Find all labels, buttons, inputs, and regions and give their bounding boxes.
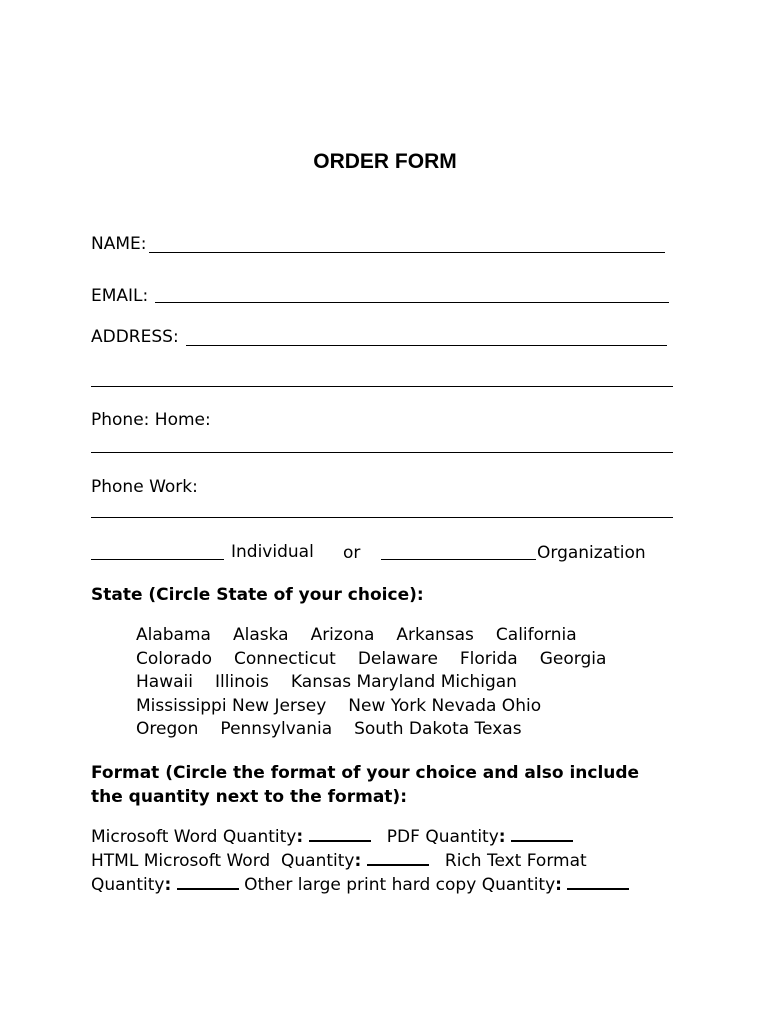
quantity-label: Quantity [281,850,355,871]
state-option[interactable]: Delaware [357,648,438,669]
organization-blank[interactable] [381,559,536,560]
state-option[interactable]: Arizona [310,625,375,645]
state-row [136,671,628,695]
quantity-label: Quantity [91,874,165,895]
state-option[interactable]: California [495,625,577,645]
address-field[interactable] [186,345,667,346]
email-field[interactable] [155,302,669,303]
state-row [136,648,628,672]
address-label: ADDRESS: [91,327,179,347]
individual-label: Individual [231,542,314,562]
phone-work-field[interactable] [91,517,673,518]
format-heading-line1: Format (Circle the format of your choice and also include [91,763,640,783]
quantity-blank[interactable] [309,826,371,842]
state-option[interactable]: Mississippi New Jersey [136,695,327,716]
state-row [136,718,628,742]
page-title: ORDER FORM [313,150,457,173]
quantity-colon: : [498,827,506,847]
phone-home-field[interactable] [91,452,673,453]
state-row [136,695,628,719]
quantity-blank[interactable] [567,874,629,890]
quantity-colon: : [296,827,304,847]
state-option[interactable]: New York Nevada Ohio [348,695,542,716]
address-field-line2[interactable] [91,386,673,387]
phone-work-label: Phone Work: [91,477,198,497]
format-large-print[interactable]: Other large print hard copy [244,874,477,895]
state-option[interactable]: Pennsylvania [220,719,333,740]
state-heading: State (Circle State of your choice): [91,585,424,605]
state-option[interactable]: Illinois [214,672,269,693]
state-option[interactable]: Connecticut [234,648,336,669]
individual-blank[interactable] [91,559,224,560]
state-option[interactable]: Oregon [136,719,199,740]
quantity-blank[interactable] [367,850,429,866]
quantity-colon: : [555,874,562,895]
state-option[interactable]: Kansas Maryland Michigan [290,672,517,693]
format-options [91,826,629,897]
state-option[interactable]: South Dakota Texas [354,719,522,740]
email-label: EMAIL: [91,286,149,306]
state-option[interactable]: Colorado [136,648,212,669]
format-row [91,850,629,874]
state-option[interactable]: Alaska [232,625,289,645]
name-field[interactable] [149,252,665,253]
format-rtf[interactable]: Rich Text Format [444,850,587,871]
quantity-colon: : [354,850,362,871]
quantity-label: Quantity [425,827,499,847]
phone-home-label: Phone: Home: [91,410,211,430]
state-option[interactable]: Alabama [136,625,211,645]
state-option[interactable]: Arkansas [396,625,474,645]
state-option[interactable]: Hawaii [136,672,193,693]
organization-label: Organization [537,543,646,563]
format-row [91,874,629,898]
quantity-label: Quantity [222,827,297,847]
state-option[interactable]: Georgia [539,648,607,669]
format-row [91,826,629,850]
state-option[interactable]: Florida [459,648,518,669]
quantity-colon: : [164,874,172,895]
format-heading-line2: the quantity next to the format): [91,787,407,807]
quantity-label: Quantity [481,874,556,895]
name-label: NAME: [91,234,147,254]
format-html[interactable]: HTML Microsoft Word [91,850,271,871]
format-pdf[interactable]: PDF [386,827,420,847]
state-row [136,624,628,648]
format-word[interactable]: Microsoft Word [91,827,218,847]
or-label: or [343,543,361,563]
quantity-blank[interactable] [177,874,239,890]
quantity-blank[interactable] [511,826,573,842]
state-list [136,624,628,742]
